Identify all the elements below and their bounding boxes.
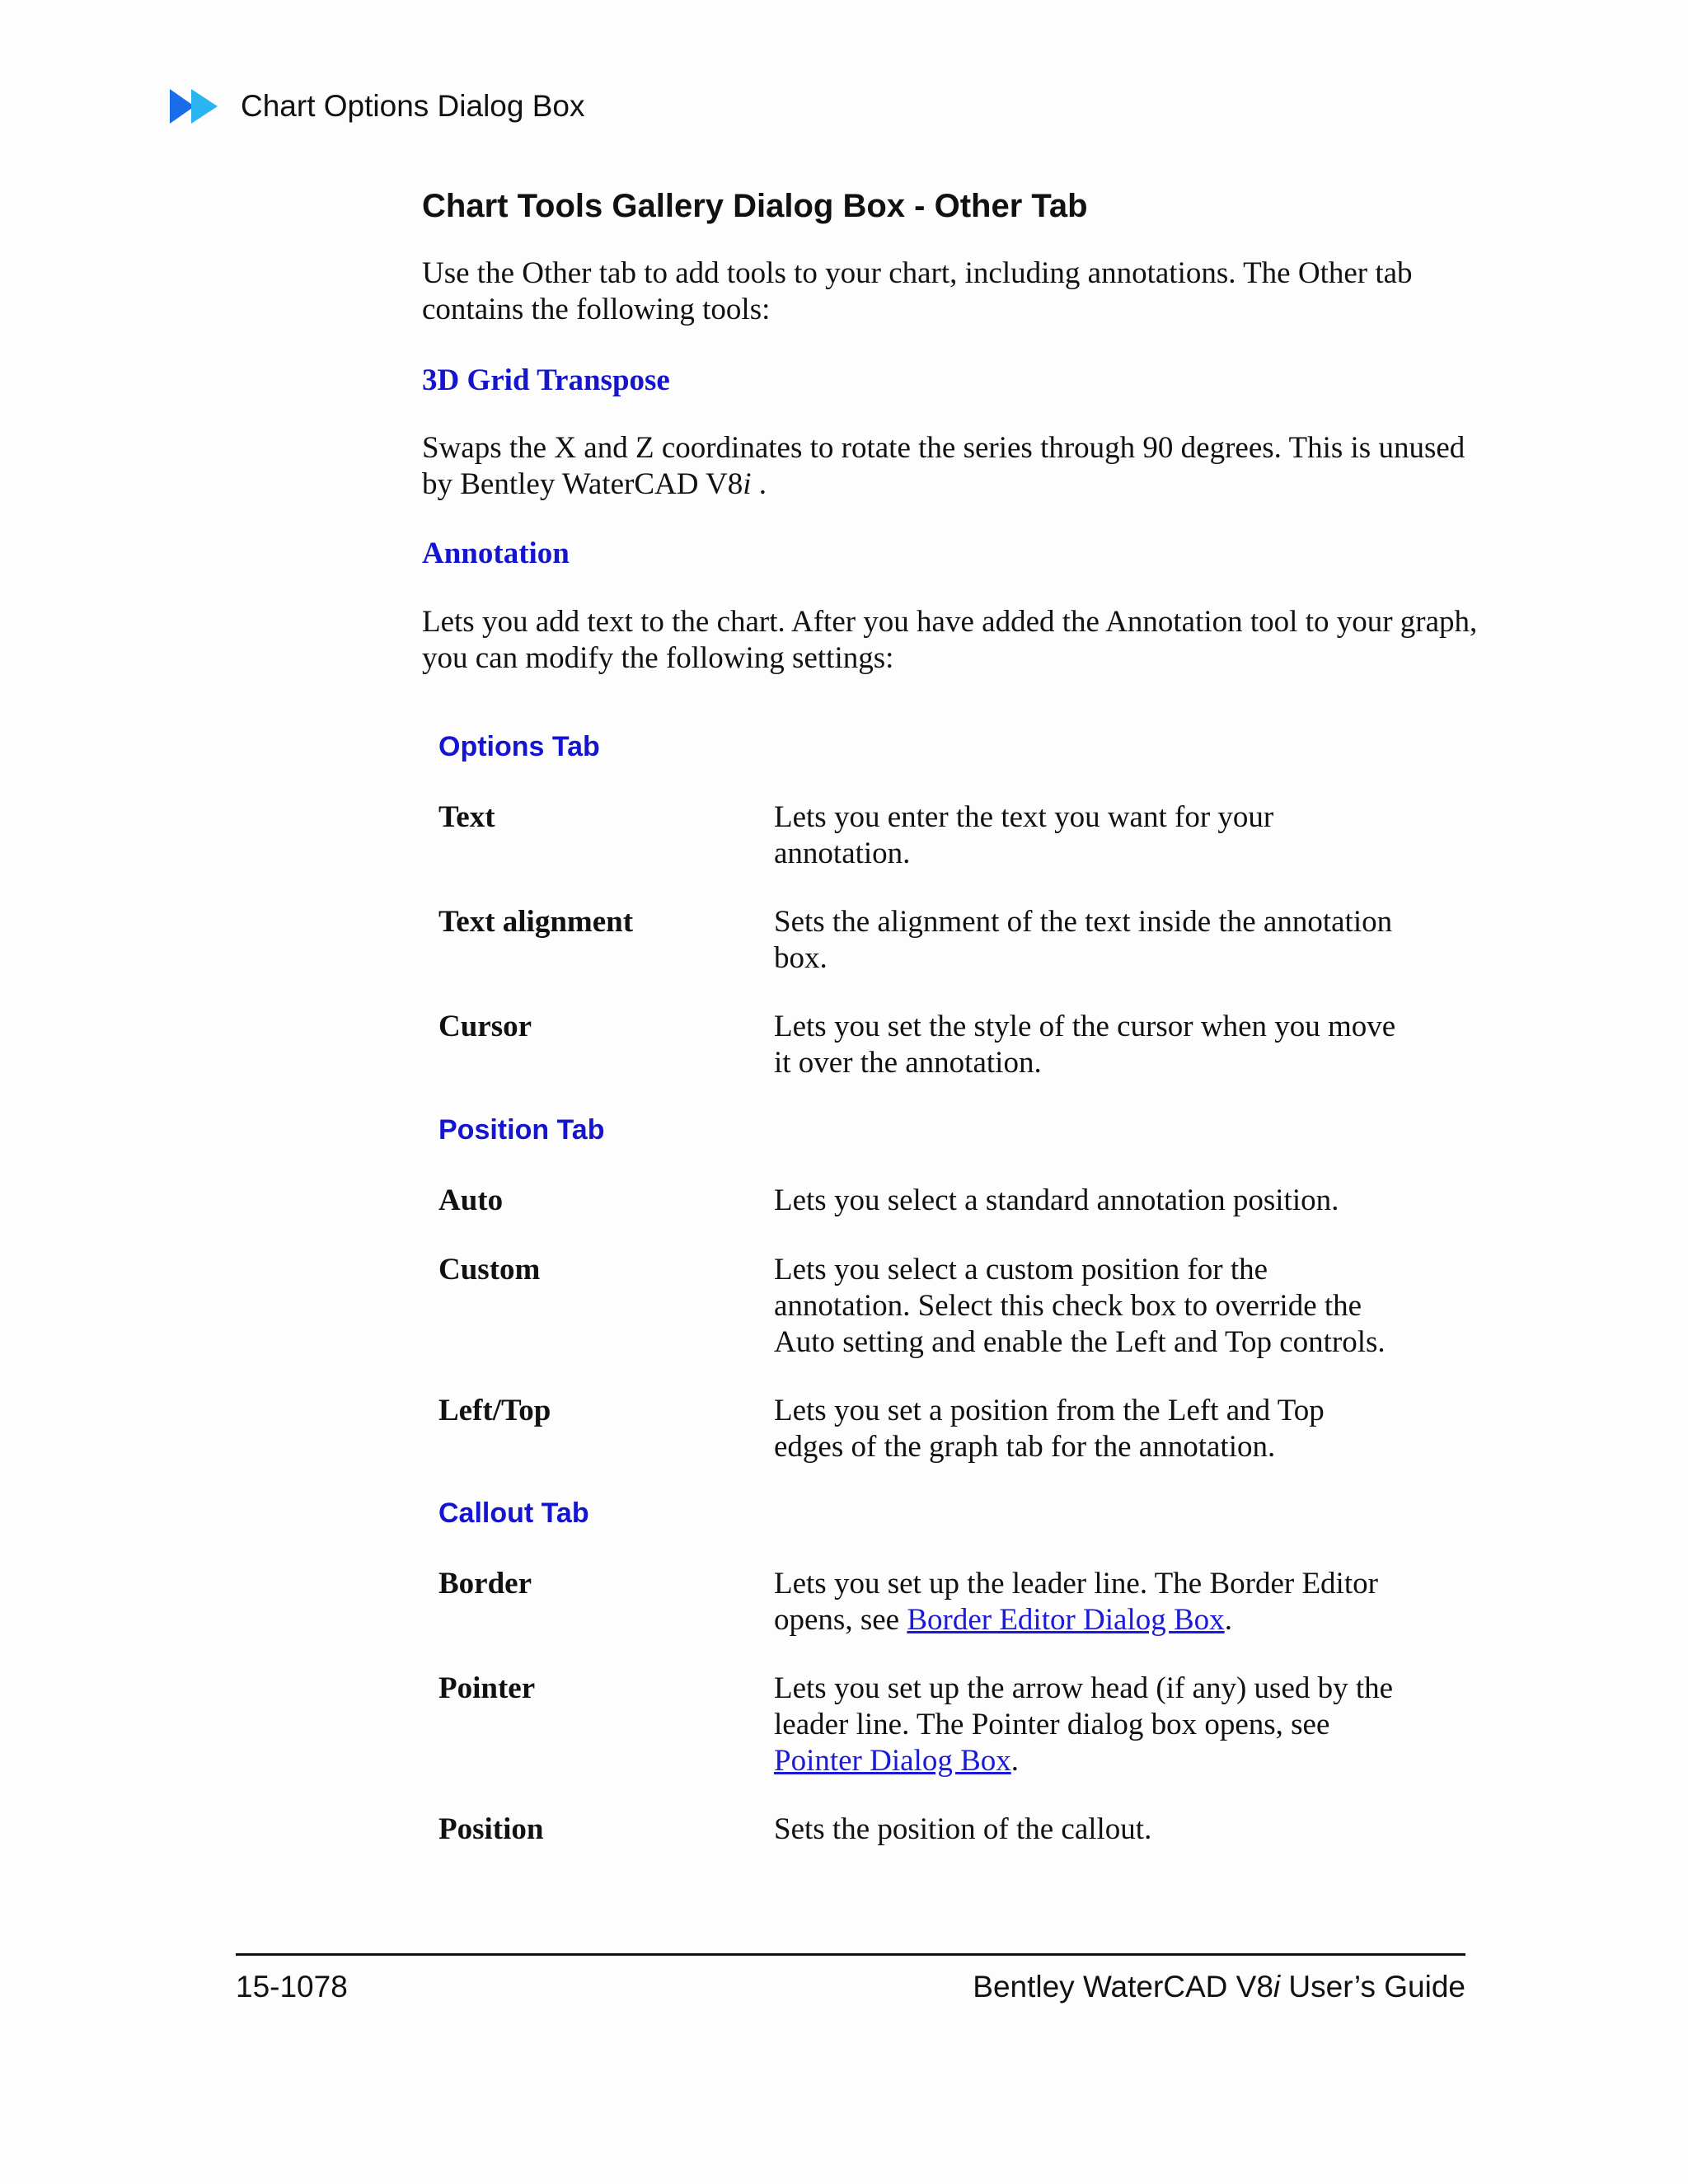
footer-divider xyxy=(236,1953,1465,1956)
header-title: Chart Options Dialog Box xyxy=(241,89,585,123)
desc-text: Lets you enter the text you want for your annotation. xyxy=(774,800,1274,870)
desc-border: Lets you set up the leader line. The Border Editor opens, see Border Editor Dialog Box. xyxy=(774,1567,1378,1637)
desc-text-alignment: Sets the alignment of the text inside the annotation box. xyxy=(774,905,1393,975)
desc-left-top: Lets you set a position from the Left and Top edges of the graph tab for the annotation. xyxy=(774,1394,1325,1464)
term-cursor: Cursor xyxy=(438,1010,532,1043)
options-tab-heading: Options Tab xyxy=(438,731,600,762)
double-arrow-icon xyxy=(170,87,223,125)
desc-position: Sets the position of the callout. xyxy=(774,1812,1152,1846)
desc-custom: Lets you select a custom position for the annotation. Select this check box to override the Auto setting and enable the Left and Top controls. xyxy=(774,1253,1386,1359)
section-title: Chart Tools Gallery Dialog Box - Other Tab xyxy=(422,188,1088,224)
page-number: 15-1078 xyxy=(236,1970,348,2004)
term-pointer: Pointer xyxy=(438,1671,536,1705)
callout-tab-heading: Callout Tab xyxy=(438,1497,589,1529)
heading-3d-grid-transpose: 3D Grid Transpose xyxy=(422,363,670,397)
desc-auto: Lets you select a standard annotation position. xyxy=(774,1183,1339,1217)
term-text: Text xyxy=(438,800,495,834)
term-border: Border xyxy=(438,1567,532,1601)
annotation-description: Lets you add text to the chart. After you have added the Annotation tool to your graph, you can modify the following settings: xyxy=(422,605,1478,675)
intro-paragraph: Use the Other tab to add tools to your chart, including annotations. The Other tab contains the following tools: xyxy=(422,256,1413,326)
grid-transpose-description: Swaps the X and Z coordinates to rotate the series through 90 degrees. This is unused by Bentley WaterCAD V8i . xyxy=(422,431,1465,501)
position-tab-heading: Position Tab xyxy=(438,1114,605,1146)
term-text-alignment: Text alignment xyxy=(438,905,634,939)
page-header xyxy=(170,86,584,127)
term-left-top: Left/Top xyxy=(438,1394,551,1427)
guide-title: Bentley WaterCAD V8i User’s Guide xyxy=(973,1970,1465,2004)
pointer-dialog-box-link[interactable]: Pointer Dialog Box xyxy=(774,1744,1011,1778)
border-editor-dialog-box-link[interactable]: Border Editor Dialog Box xyxy=(907,1603,1225,1637)
term-position: Position xyxy=(438,1812,544,1846)
term-custom: Custom xyxy=(438,1253,541,1286)
desc-cursor: Lets you set the style of the cursor when you move it over the annotation. xyxy=(774,1010,1396,1080)
heading-annotation: Annotation xyxy=(422,537,570,570)
term-auto: Auto xyxy=(438,1183,504,1217)
desc-pointer: Lets you set up the arrow head (if any) used by the leader line. The Pointer dialog box opens, see Pointer Dialog Box. xyxy=(774,1671,1394,1778)
